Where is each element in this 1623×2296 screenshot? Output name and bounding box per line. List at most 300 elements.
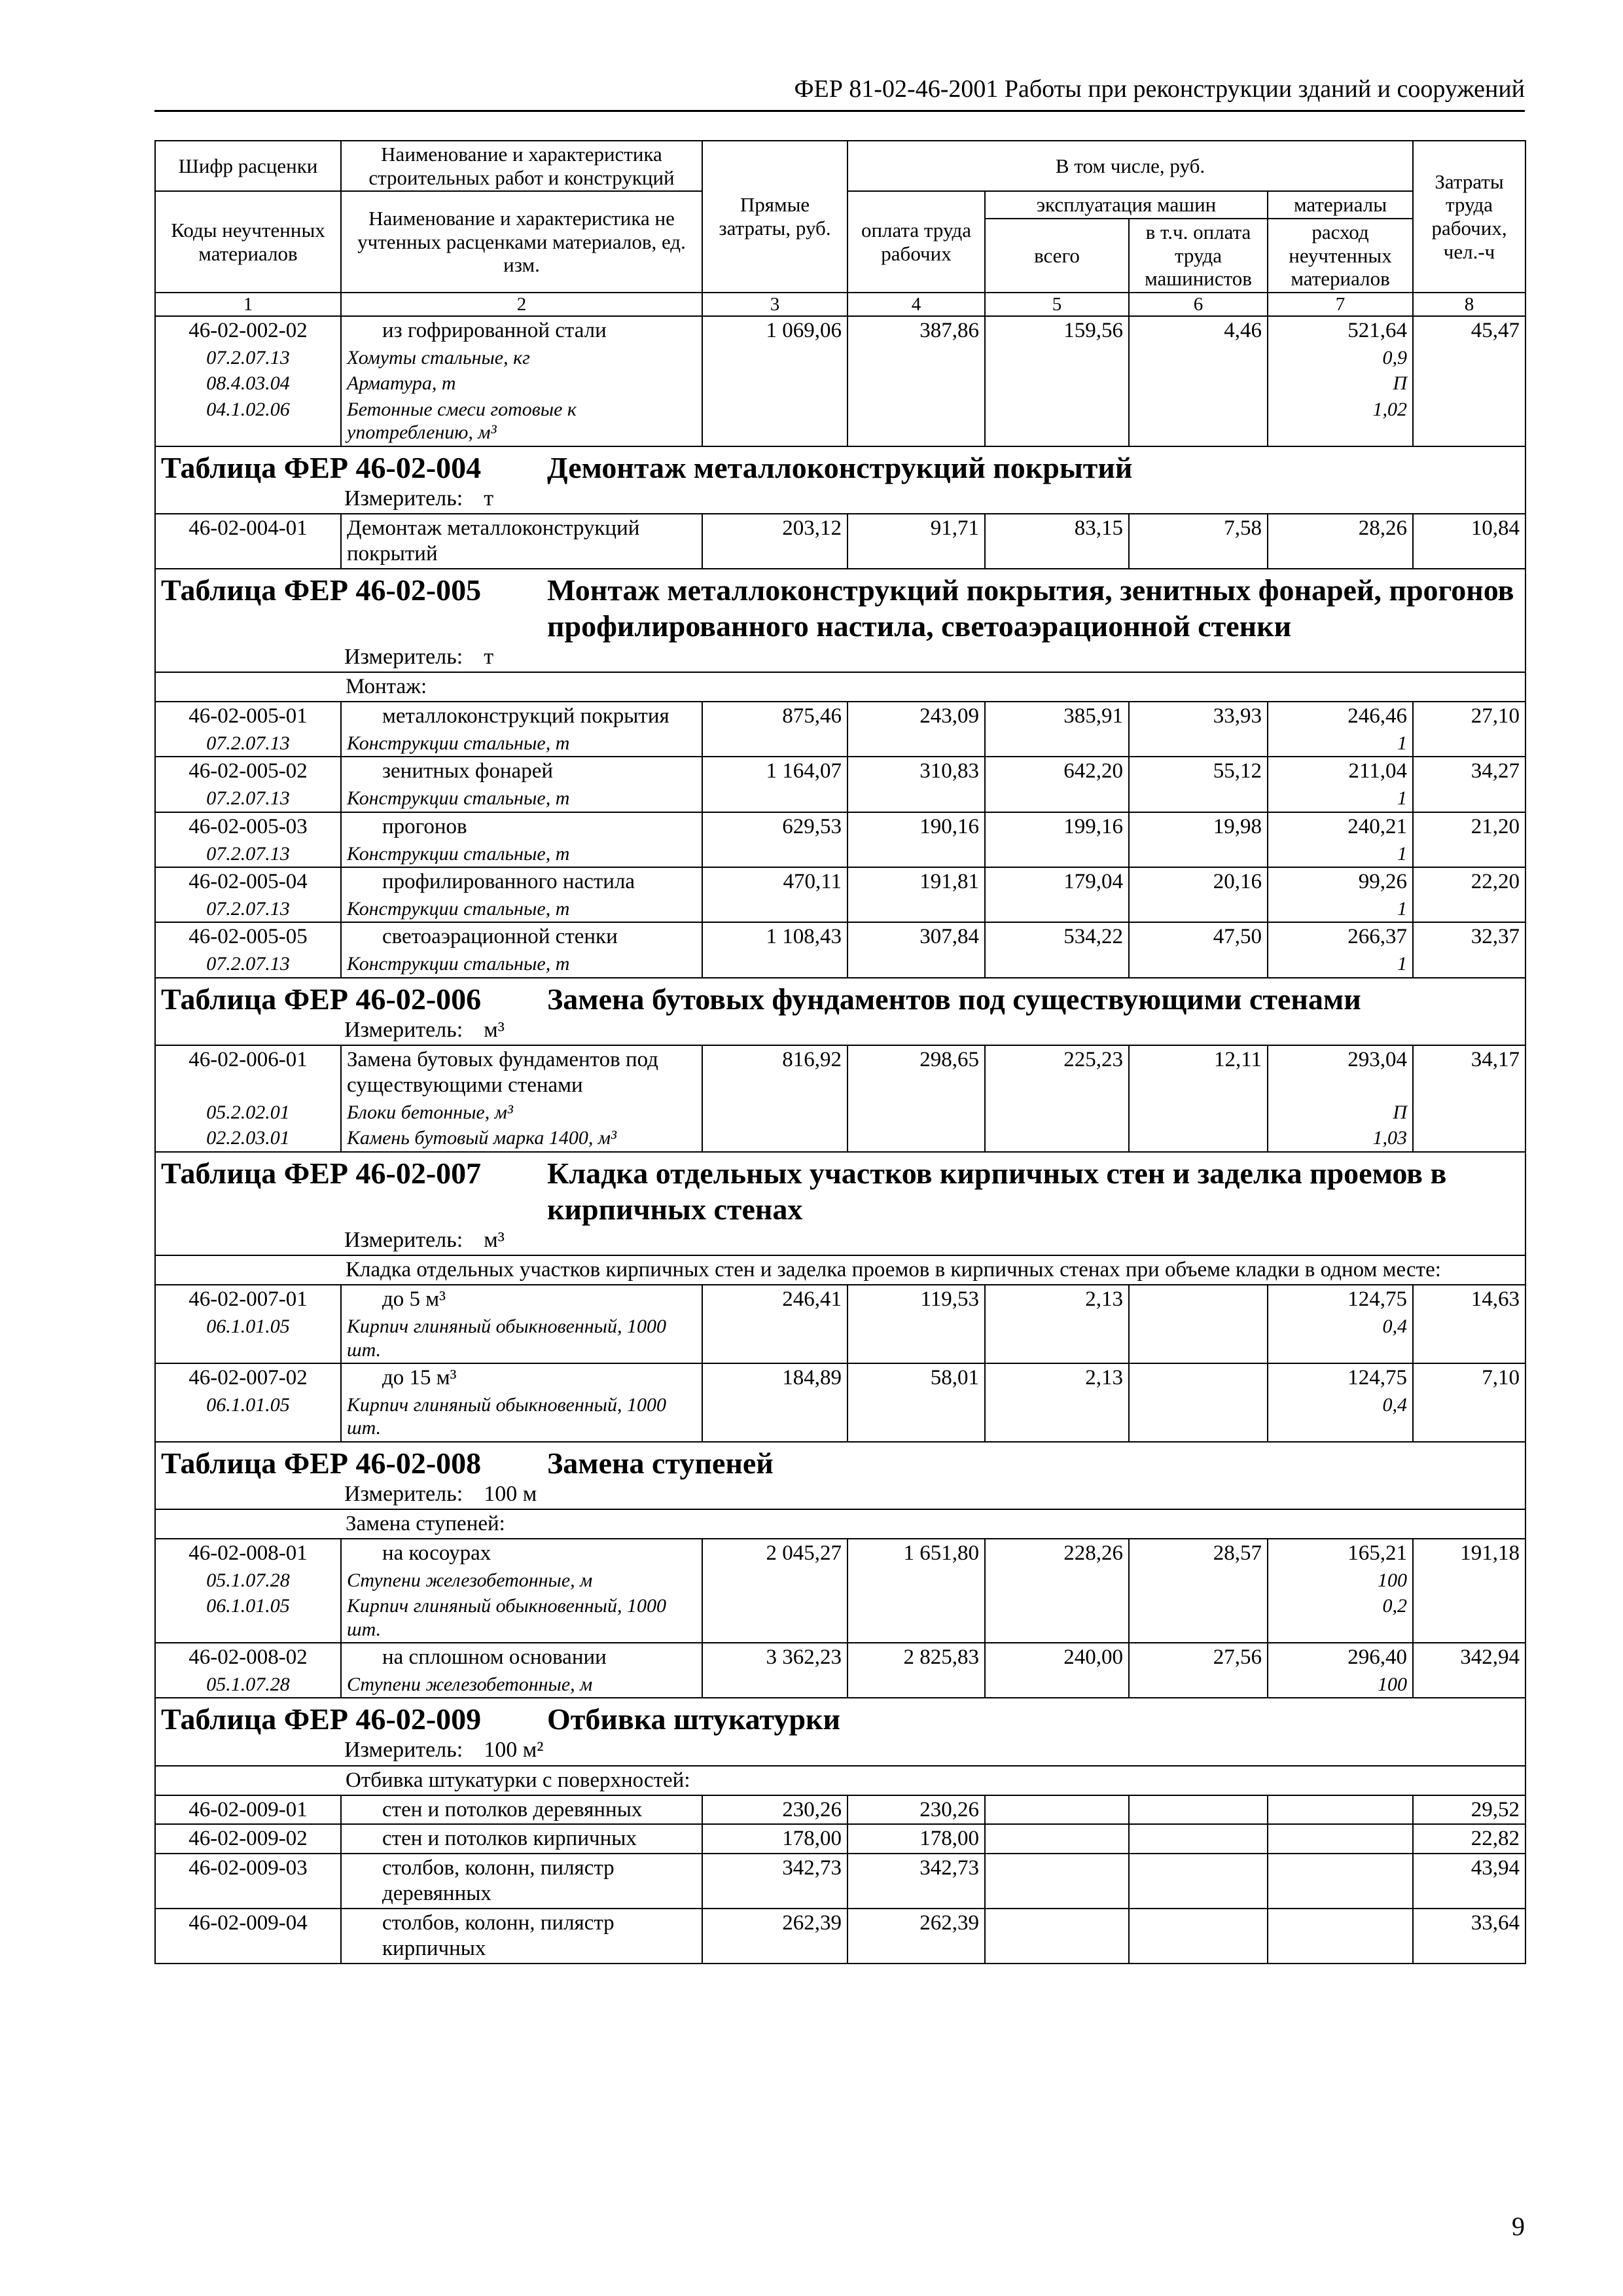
machines-total: 83,15 <box>985 514 1129 569</box>
col-materials: материалы <box>1268 191 1413 219</box>
span-row <box>155 1766 1525 1795</box>
table-row <box>155 1045 1525 1100</box>
empty-cell <box>1129 1314 1268 1363</box>
empty-cell <box>847 1568 985 1593</box>
material-name: Блоки бетонные, м³ <box>341 1100 702 1125</box>
material-code: 07.2.07.13 <box>155 345 341 370</box>
machines-total: 159,56 <box>985 316 1129 345</box>
empty-cell <box>1413 1100 1525 1125</box>
empty-cell <box>985 951 1129 977</box>
table-row <box>155 867 1525 896</box>
empty-cell <box>985 1672 1129 1698</box>
span-label: Замена ступеней: <box>155 1509 1525 1539</box>
table-title: Кладка отдельных участков кирпичных стен и заделка проемов в кирпичных стенах <box>547 1156 1447 1226</box>
material-row <box>155 1568 1525 1593</box>
material-code: 08.4.03.04 <box>155 370 341 396</box>
rate-code: 46-02-005-03 <box>155 812 341 841</box>
material-code: 05.1.07.28 <box>155 1672 341 1698</box>
material-row <box>155 730 1525 757</box>
empty-cell <box>985 1392 1129 1442</box>
empty-cell <box>847 345 985 370</box>
material-code: 07.2.07.13 <box>155 730 341 757</box>
material-code: 07.2.07.13 <box>155 896 341 922</box>
empty-cell <box>847 1392 985 1442</box>
empty-cell <box>985 730 1129 757</box>
direct-cost: 178,00 <box>702 1824 847 1854</box>
empty-cell <box>1413 1125 1525 1151</box>
labor-pay: 310,83 <box>847 757 985 785</box>
empty-cell <box>985 785 1129 812</box>
materials-cost: 99,26 <box>1268 867 1413 896</box>
empty-cell <box>847 1314 985 1363</box>
rate-name: зенитных фонарей <box>341 757 702 785</box>
material-qty: 0,4 <box>1268 1314 1413 1363</box>
empty-cell <box>702 1672 847 1698</box>
materials-cost: 296,40 <box>1268 1643 1413 1672</box>
empty-cell <box>1413 345 1525 370</box>
col-name-bottom: Наименование и характеристика не учтенных расценками материалов, ед. изм. <box>341 191 702 293</box>
empty-cell <box>1413 1593 1525 1643</box>
empty-cell <box>847 730 985 757</box>
material-name: Ступени железобетонные, м <box>341 1672 702 1698</box>
machines-labor: 47,50 <box>1129 922 1268 951</box>
material-qty: 0,4 <box>1268 1392 1413 1442</box>
measure-value: 100 м <box>484 1481 537 1506</box>
empty-cell <box>985 345 1129 370</box>
labor-hours: 342,94 <box>1413 1643 1525 1672</box>
empty-cell <box>985 1125 1129 1151</box>
empty-cell <box>1413 1314 1525 1363</box>
col-num: 1 <box>155 293 341 316</box>
labor-hours: 22,82 <box>1413 1824 1525 1854</box>
empty-cell <box>1129 397 1268 446</box>
measure-value: т <box>484 645 494 670</box>
empty-cell <box>1129 1100 1268 1125</box>
material-row <box>155 370 1525 396</box>
machines-total <box>985 1854 1129 1909</box>
material-row <box>155 397 1525 446</box>
materials-cost <box>1268 1854 1413 1909</box>
machines-labor <box>1129 1795 1268 1825</box>
material-code: 06.1.01.05 <box>155 1314 341 1363</box>
table-row <box>155 316 1525 345</box>
material-name: Конструкции стальные, т <box>341 785 702 812</box>
empty-cell <box>1413 397 1525 446</box>
material-row <box>155 785 1525 812</box>
col-code-top: Шифр расценки <box>155 141 341 191</box>
table-row <box>155 812 1525 841</box>
measure-line <box>161 1017 1520 1043</box>
labor-hours: 10,84 <box>1413 514 1525 569</box>
measure-label: Измеритель: <box>344 645 463 670</box>
empty-cell <box>847 1125 985 1151</box>
machines-total <box>985 1909 1129 1964</box>
material-name: Бетонные смеси готовые к употреблению, м³ <box>341 397 702 446</box>
empty-cell <box>847 841 985 867</box>
materials-cost <box>1268 1909 1413 1964</box>
table-row <box>155 514 1525 569</box>
empty-cell <box>985 1314 1129 1363</box>
col-machines: эксплуатация машин <box>985 191 1268 219</box>
machines-total: 179,04 <box>985 867 1129 896</box>
measure-value: т <box>484 486 494 511</box>
measure-line <box>161 1481 1520 1507</box>
labor-pay: 119,53 <box>847 1285 985 1314</box>
rate-name: стен и потолков кирпичных <box>341 1824 702 1854</box>
machines-labor: 33,93 <box>1129 702 1268 730</box>
direct-cost: 3 362,23 <box>702 1643 847 1672</box>
machines-labor <box>1129 1285 1268 1314</box>
materials-cost: 246,46 <box>1268 702 1413 730</box>
empty-cell <box>1413 1392 1525 1442</box>
col-code-bottom: Коды неучтенных материалов <box>155 191 341 293</box>
col-direct: Прямые затраты, руб. <box>702 141 847 293</box>
empty-cell <box>702 951 847 977</box>
material-row <box>155 1672 1525 1698</box>
material-code: 05.1.07.28 <box>155 1568 341 1593</box>
machines-labor: 7,58 <box>1129 514 1268 569</box>
labor-pay: 58,01 <box>847 1363 985 1392</box>
col-num: 6 <box>1129 293 1268 316</box>
material-code: 07.2.07.13 <box>155 841 341 867</box>
material-qty: 1,03 <box>1268 1125 1413 1151</box>
empty-cell <box>985 1100 1129 1125</box>
empty-cell <box>702 1125 847 1151</box>
empty-cell <box>1129 951 1268 977</box>
table-label: Таблица ФЕР 46-02-007 <box>161 1156 482 1190</box>
material-code: 04.1.02.06 <box>155 397 341 446</box>
rate-name: до 15 м³ <box>341 1363 702 1392</box>
materials-cost: 124,75 <box>1268 1363 1413 1392</box>
direct-cost: 629,53 <box>702 812 847 841</box>
machines-total <box>985 1795 1129 1825</box>
material-name: Конструкции стальные, т <box>341 951 702 977</box>
span-row <box>155 672 1525 702</box>
direct-cost: 470,11 <box>702 867 847 896</box>
empty-cell <box>1413 951 1525 977</box>
table-row <box>155 922 1525 951</box>
material-code: 02.2.03.01 <box>155 1125 341 1151</box>
table-label: Таблица ФЕР 46-02-005 <box>161 573 482 607</box>
table-label: Таблица ФЕР 46-02-008 <box>161 1446 482 1480</box>
empty-cell <box>985 1568 1129 1593</box>
empty-cell <box>702 345 847 370</box>
labor-pay: 387,86 <box>847 316 985 345</box>
material-qty: 1 <box>1268 730 1413 757</box>
labor-hours: 7,10 <box>1413 1363 1525 1392</box>
table-title: Демонтаж металлоконструкций покрытий <box>547 450 1133 484</box>
machines-labor <box>1129 1909 1268 1964</box>
labor-pay: 298,65 <box>847 1045 985 1100</box>
col-name-top: Наименование и характеристика строительных работ и конструкций <box>341 141 702 191</box>
rates-table <box>154 140 1526 1964</box>
direct-cost: 262,39 <box>702 1909 847 1964</box>
materials-cost: 521,64 <box>1268 316 1413 345</box>
material-row <box>155 896 1525 922</box>
labor-hours: 27,10 <box>1413 702 1525 730</box>
measure-line <box>161 1227 1520 1253</box>
table-caption-row <box>155 569 1525 672</box>
col-num: 5 <box>985 293 1129 316</box>
machines-labor: 19,98 <box>1129 812 1268 841</box>
empty-cell <box>1129 1568 1268 1593</box>
material-name: Конструкции стальные, т <box>341 896 702 922</box>
table-caption-row <box>155 1698 1525 1765</box>
table-row <box>155 1285 1525 1314</box>
empty-cell <box>702 896 847 922</box>
material-qty: П <box>1268 370 1413 396</box>
table-caption <box>155 446 1525 514</box>
empty-cell <box>847 785 985 812</box>
material-qty: 1 <box>1268 951 1413 977</box>
empty-cell <box>1129 785 1268 812</box>
material-qty: 0,9 <box>1268 345 1413 370</box>
empty-cell <box>847 896 985 922</box>
labor-pay: 190,16 <box>847 812 985 841</box>
empty-cell <box>702 1392 847 1442</box>
rate-code: 46-02-009-02 <box>155 1824 341 1854</box>
machines-labor: 12,11 <box>1129 1045 1268 1100</box>
measure-value: 100 м² <box>484 1738 544 1763</box>
rate-code: 46-02-008-01 <box>155 1539 341 1568</box>
material-row <box>155 951 1525 977</box>
empty-cell <box>702 1314 847 1363</box>
labor-pay: 230,26 <box>847 1795 985 1825</box>
span-label: Монтаж: <box>155 672 1525 702</box>
empty-cell <box>985 841 1129 867</box>
table-caption-row <box>155 446 1525 514</box>
material-row <box>155 1100 1525 1125</box>
labor-pay: 307,84 <box>847 922 985 951</box>
material-row <box>155 1314 1525 1363</box>
measure-label: Измеритель: <box>344 1481 463 1506</box>
empty-cell <box>1129 370 1268 396</box>
material-code: 06.1.01.05 <box>155 1593 341 1643</box>
machines-labor: 55,12 <box>1129 757 1268 785</box>
empty-cell <box>847 1100 985 1125</box>
labor-hours: 22,20 <box>1413 867 1525 896</box>
machines-total: 240,00 <box>985 1643 1129 1672</box>
empty-cell <box>1129 841 1268 867</box>
machines-labor <box>1129 1854 1268 1909</box>
labor-pay: 1 651,80 <box>847 1539 985 1568</box>
table-caption <box>155 978 1525 1045</box>
empty-cell <box>702 370 847 396</box>
rate-code: 46-02-007-02 <box>155 1363 341 1392</box>
measure-value: м³ <box>484 1228 505 1253</box>
table-row <box>155 702 1525 730</box>
labor-pay: 342,73 <box>847 1854 985 1909</box>
page-number: 9 <box>1512 2212 1525 2241</box>
labor-hours: 32,37 <box>1413 922 1525 951</box>
material-row <box>155 1593 1525 1643</box>
materials-cost: 266,37 <box>1268 922 1413 951</box>
table-row <box>155 1643 1525 1672</box>
material-qty: 100 <box>1268 1568 1413 1593</box>
labor-hours: 34,17 <box>1413 1045 1525 1100</box>
machines-total: 199,16 <box>985 812 1129 841</box>
material-qty: 0,2 <box>1268 1593 1413 1643</box>
labor-pay: 178,00 <box>847 1824 985 1854</box>
table-caption-row <box>155 978 1525 1045</box>
measure-label: Измеритель: <box>344 1017 463 1042</box>
col-labor-pay: оплата труда рабочих <box>847 191 985 293</box>
column-numbers-row <box>155 293 1525 316</box>
direct-cost: 246,41 <box>702 1285 847 1314</box>
empty-cell <box>847 370 985 396</box>
machines-total: 228,26 <box>985 1539 1129 1568</box>
material-qty: 1 <box>1268 785 1413 812</box>
span-label: Кладка отдельных участков кирпичных стен и заделка проемов в кирпичных стенах при объеме кладки в одном месте: <box>155 1255 1525 1285</box>
rate-name: стен и потолков деревянных <box>341 1795 702 1825</box>
direct-cost: 1 164,07 <box>702 757 847 785</box>
rate-code: 46-02-009-04 <box>155 1909 341 1964</box>
direct-cost: 1 069,06 <box>702 316 847 345</box>
col-labor-cost: Затраты труда рабочих, чел.-ч <box>1413 141 1525 293</box>
rate-name: на косоурах <box>341 1539 702 1568</box>
material-name: Хомуты стальные, кг <box>341 345 702 370</box>
labor-pay: 2 825,83 <box>847 1643 985 1672</box>
table-caption-row <box>155 1152 1525 1255</box>
table-row <box>155 1909 1525 1964</box>
span-row <box>155 1255 1525 1285</box>
rate-code: 46-02-005-04 <box>155 867 341 896</box>
rate-code: 46-02-009-03 <box>155 1854 341 1909</box>
empty-cell <box>985 370 1129 396</box>
material-qty: 100 <box>1268 1672 1413 1698</box>
col-num: 4 <box>847 293 985 316</box>
empty-cell <box>1129 1672 1268 1698</box>
rate-name: Замена бутовых фундаментов под существующими стенами <box>341 1045 702 1100</box>
rate-name: столбов, колонн, пилястр деревянных <box>341 1854 702 1909</box>
material-name: Кирпич глиняный обыкновенный, 1000 шт. <box>341 1314 702 1363</box>
col-machines-labor: в т.ч. оплата труда машинистов <box>1129 219 1268 293</box>
rate-code: 46-02-007-01 <box>155 1285 341 1314</box>
rate-code: 46-02-005-05 <box>155 922 341 951</box>
rate-name: Демонтаж металлоконструкций покрытий <box>341 514 702 569</box>
machines-total: 225,23 <box>985 1045 1129 1100</box>
rate-name: металлоконструкций покрытия <box>341 702 702 730</box>
materials-cost <box>1268 1795 1413 1825</box>
table-label: Таблица ФЕР 46-02-009 <box>161 1702 482 1736</box>
labor-hours: 14,63 <box>1413 1285 1525 1314</box>
machines-total: 2,13 <box>985 1363 1129 1392</box>
empty-cell <box>1129 730 1268 757</box>
col-materials-sub: расход неучтенных материалов <box>1268 219 1413 293</box>
table-caption <box>155 1442 1525 1509</box>
table-caption <box>155 1698 1525 1765</box>
rate-code: 46-02-005-01 <box>155 702 341 730</box>
rate-code: 46-02-002-02 <box>155 316 341 345</box>
document-header: ФЕР 81-02-46-2001 Работы при реконструкции зданий и сооружений <box>154 73 1525 112</box>
empty-cell <box>1413 1568 1525 1593</box>
machines-labor: 20,16 <box>1129 867 1268 896</box>
direct-cost: 875,46 <box>702 702 847 730</box>
labor-pay: 243,09 <box>847 702 985 730</box>
material-name: Кирпич глиняный обыкновенный, 1000 шт. <box>341 1593 702 1643</box>
measure-label: Измеритель: <box>344 1228 463 1253</box>
empty-cell <box>1129 1593 1268 1643</box>
empty-cell <box>1413 730 1525 757</box>
empty-cell <box>1413 370 1525 396</box>
machines-total: 2,13 <box>985 1285 1129 1314</box>
material-row <box>155 345 1525 370</box>
direct-cost: 342,73 <box>702 1854 847 1909</box>
empty-cell <box>1413 1672 1525 1698</box>
empty-cell <box>847 951 985 977</box>
rate-code: 46-02-004-01 <box>155 514 341 569</box>
empty-cell <box>985 1593 1129 1643</box>
machines-total <box>985 1824 1129 1854</box>
table-row <box>155 1795 1525 1825</box>
rate-name: прогонов <box>341 812 702 841</box>
labor-hours: 29,52 <box>1413 1795 1525 1825</box>
empty-cell <box>985 896 1129 922</box>
rate-name: на сплошном основании <box>341 1643 702 1672</box>
empty-cell <box>1413 841 1525 867</box>
machines-labor: 27,56 <box>1129 1643 1268 1672</box>
table-row <box>155 1539 1525 1568</box>
empty-cell <box>847 397 985 446</box>
table-label: Таблица ФЕР 46-02-004 <box>161 450 482 484</box>
rate-name: профилированного настила <box>341 867 702 896</box>
measure-label: Измеритель: <box>344 486 463 511</box>
table-row <box>155 1824 1525 1854</box>
material-code: 07.2.07.13 <box>155 951 341 977</box>
empty-cell <box>1129 345 1268 370</box>
material-qty: 1,02 <box>1268 397 1413 446</box>
table-title: Отбивка штукатурки <box>547 1702 841 1736</box>
rate-code: 46-02-009-01 <box>155 1795 341 1825</box>
direct-cost: 184,89 <box>702 1363 847 1392</box>
material-qty: 1 <box>1268 841 1413 867</box>
table-row <box>155 757 1525 785</box>
labor-hours: 191,18 <box>1413 1539 1525 1568</box>
labor-hours: 33,64 <box>1413 1909 1525 1964</box>
material-row <box>155 1125 1525 1151</box>
direct-cost: 230,26 <box>702 1795 847 1825</box>
rate-code: 46-02-006-01 <box>155 1045 341 1100</box>
materials-cost: 240,21 <box>1268 812 1413 841</box>
span-row <box>155 1509 1525 1539</box>
span-label: Отбивка штукатурки с поверхностей: <box>155 1766 1525 1795</box>
labor-hours: 45,47 <box>1413 316 1525 345</box>
table-title: Замена ступеней <box>547 1446 774 1480</box>
machines-labor: 4,46 <box>1129 316 1268 345</box>
material-code: 07.2.07.13 <box>155 785 341 812</box>
direct-cost: 1 108,43 <box>702 922 847 951</box>
rate-name: из гофрированной стали <box>341 316 702 345</box>
machines-labor <box>1129 1824 1268 1854</box>
table-title: Замена бутовых фундаментов под существующими стенами <box>547 982 1361 1016</box>
materials-cost: 293,04 <box>1268 1045 1413 1100</box>
material-name: Ступени железобетонные, м <box>341 1568 702 1593</box>
machines-total: 385,91 <box>985 702 1129 730</box>
empty-cell <box>702 1568 847 1593</box>
labor-pay: 262,39 <box>847 1909 985 1964</box>
material-name: Камень бутовый марка 1400, м³ <box>341 1125 702 1151</box>
direct-cost: 2 045,27 <box>702 1539 847 1568</box>
rate-name: светоаэрационной стенки <box>341 922 702 951</box>
materials-cost: 124,75 <box>1268 1285 1413 1314</box>
labor-hours: 34,27 <box>1413 757 1525 785</box>
material-name: Конструкции стальные, т <box>341 841 702 867</box>
col-num: 2 <box>341 293 702 316</box>
direct-cost: 816,92 <box>702 1045 847 1100</box>
materials-cost: 211,04 <box>1268 757 1413 785</box>
empty-cell <box>702 785 847 812</box>
material-code: 06.1.01.05 <box>155 1392 341 1442</box>
